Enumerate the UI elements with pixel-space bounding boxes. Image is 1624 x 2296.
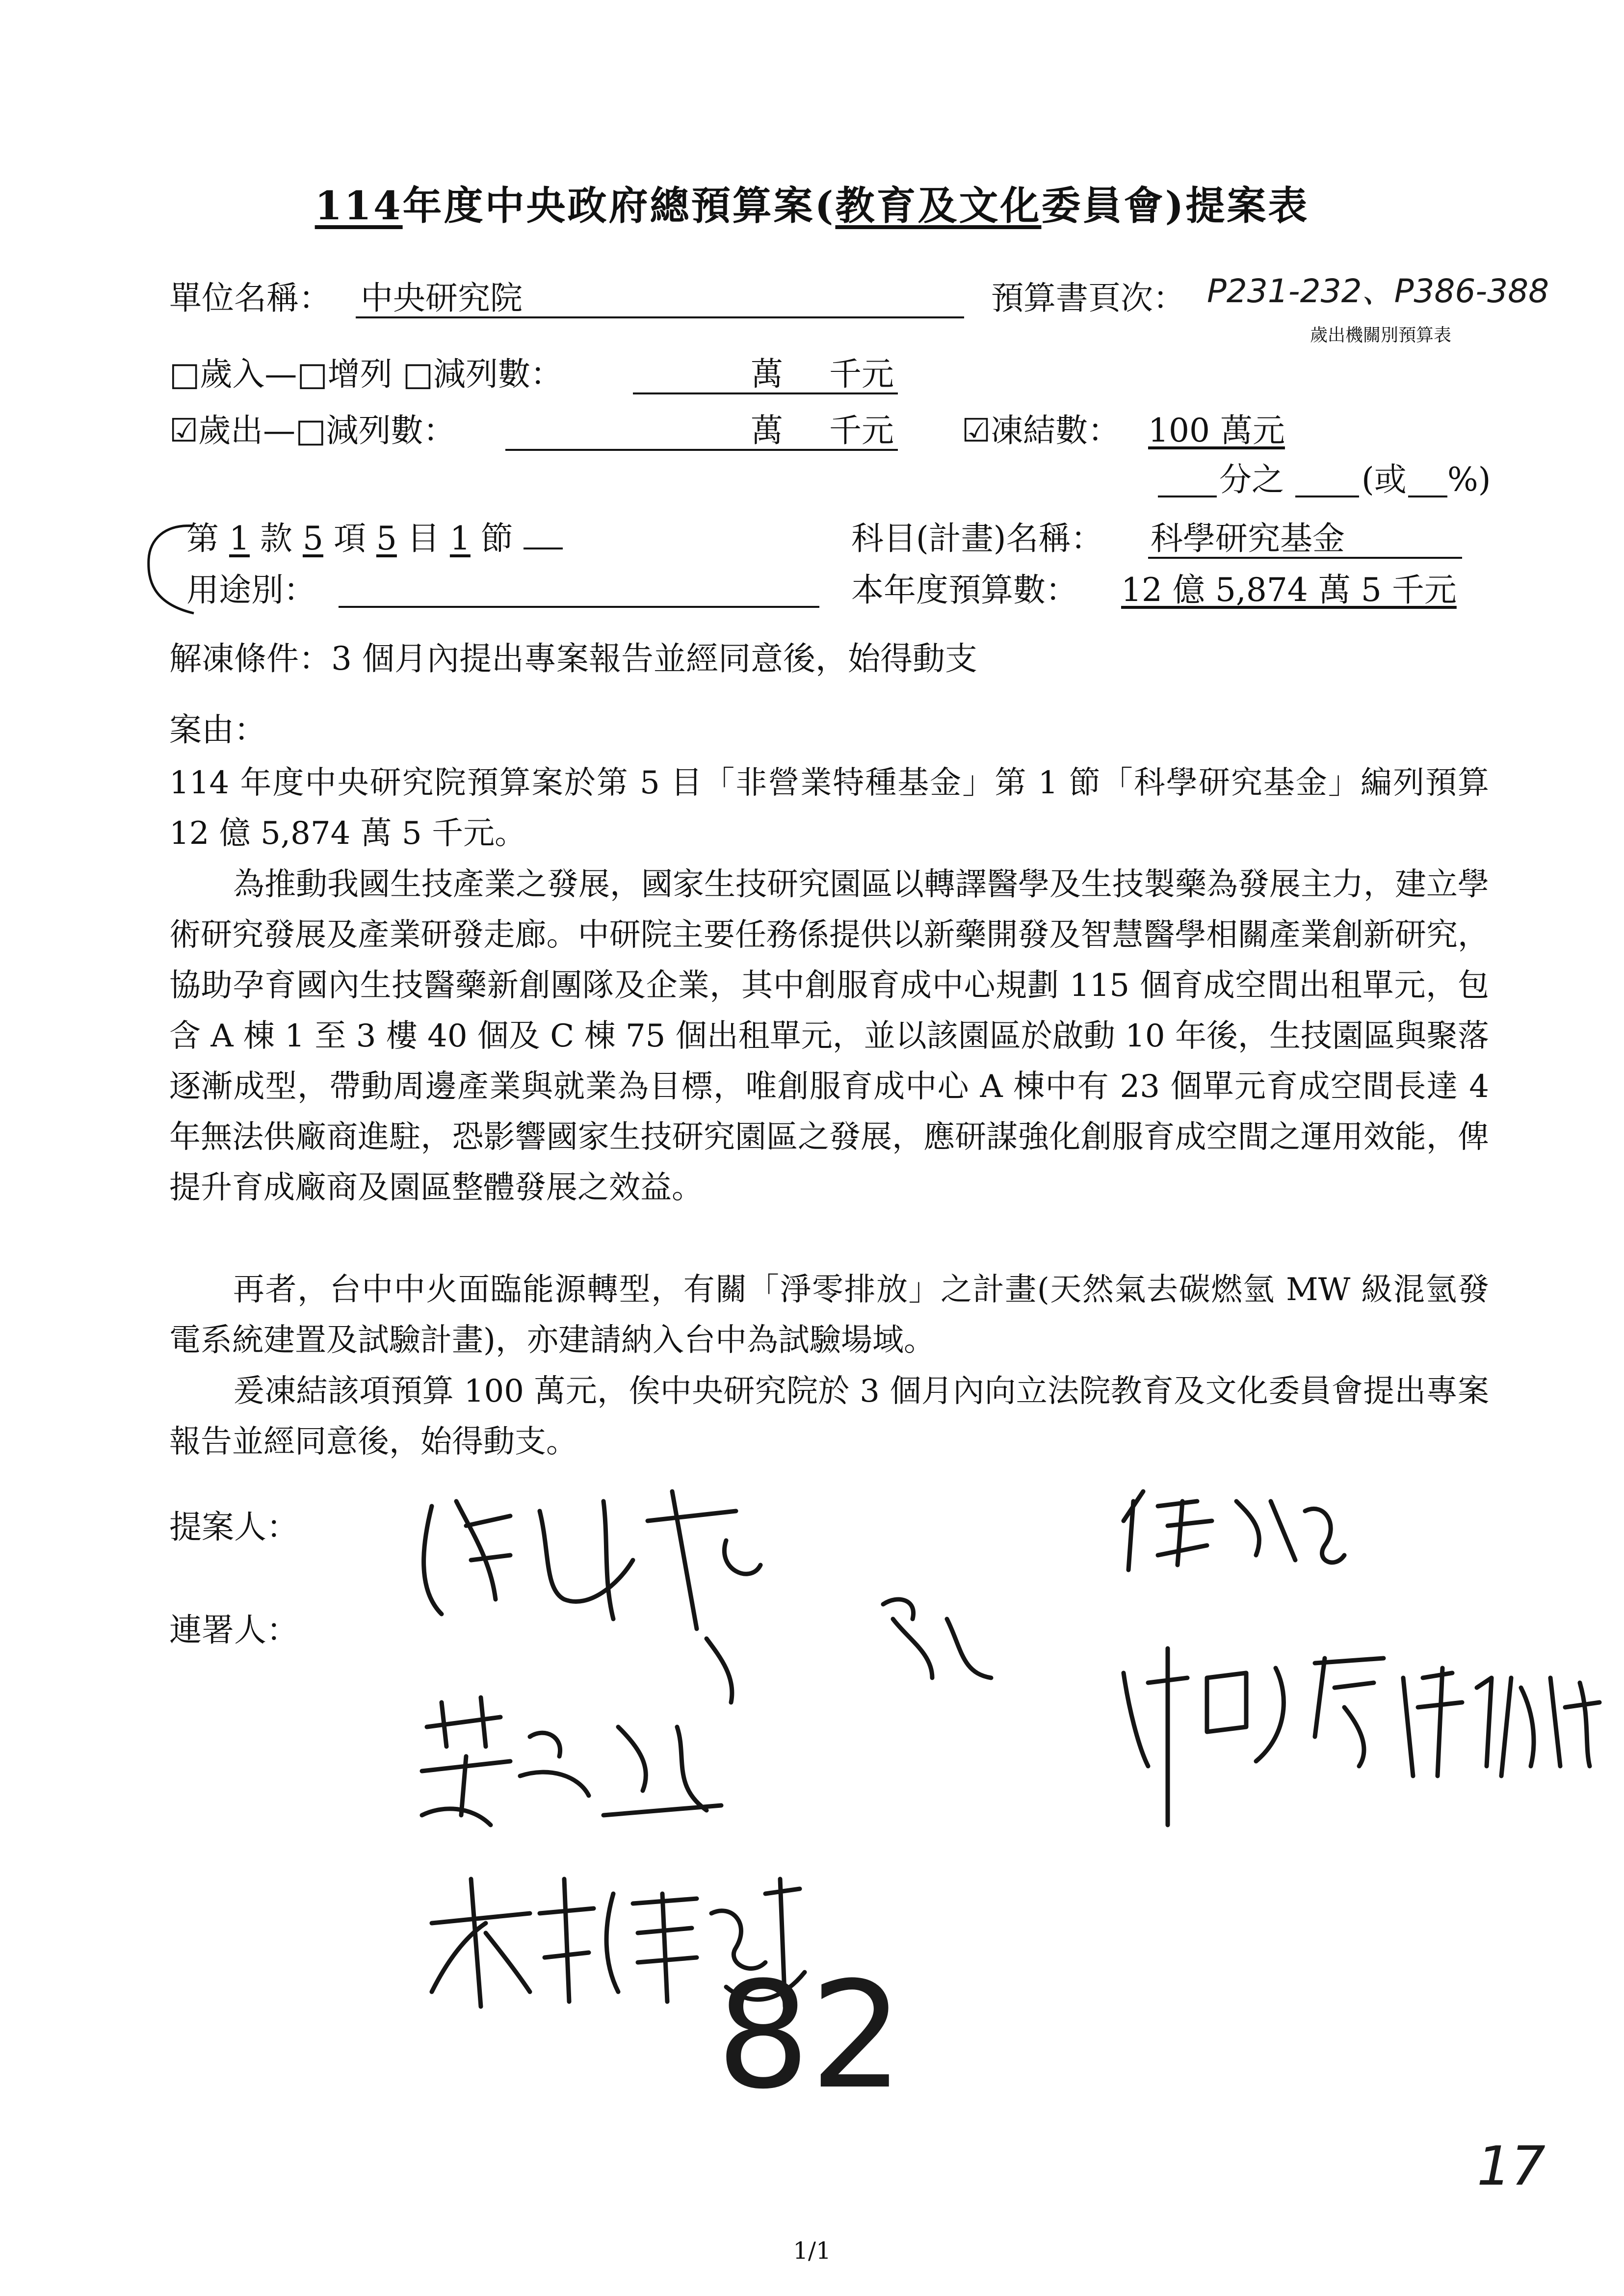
section-kuan-label: 款 <box>260 520 292 557</box>
fraction-huo: (或 <box>1362 461 1407 498</box>
fraction-blank-2 <box>1295 496 1359 497</box>
revenue-unit-wan: 萬 <box>751 355 783 393</box>
freeze-label: ☑凍結數： <box>962 412 1121 449</box>
reason-paragraph-2: 為推動我國生技產業之發展，國家生技研究園區以轉譯醫學及生技製藥為發展主力，建立學術研究發展及產業研發走廊。中研院主要任務係提供以新藥開發及智慧醫學相關產業創新研究，協助孕育國內生技醫藥新創團隊及企業，其中創服育成中心規劃 115 個育成空間出租單元，包含 A 棟 1 至 3 樓 40 個及 C 棟 75 個出租單元，並以該園區於啟動 10 年後，生技園區與聚落逐漸成型，帶動周邊產業與就業為目標，唯創服育成中心 A 棟中有 23 個單元育成空間長達 4 年無法供廠商進駐，恐影響國家生技研究園區之發展，應研謀強化創服育成空間之運用效能，俾提升育成廠商及園區整體發展之效益。 <box>169 866 1489 1206</box>
reason-paragraph-3: 再者，台中中火面臨能源轉型，有關「淨零排放」之計畫(天然氣去碳燃氫 MW 級混氫發電系統建置及試驗計畫)，亦建請納入台中為試驗場域。 <box>169 1272 1489 1358</box>
pages-note: 歲出機關別預算表 <box>1310 325 1452 345</box>
title-year: 114 <box>314 183 403 229</box>
section-blank <box>524 548 563 549</box>
subject-underline <box>1148 557 1462 559</box>
revenue-row-text: □歲入—□增列 □減列數： <box>169 355 563 393</box>
section-di: 第 <box>186 520 219 557</box>
usage-label: 用途別： <box>186 571 316 609</box>
revenue-unit-qian: 千元 <box>829 355 894 393</box>
fraction-pct: %) <box>1447 461 1491 498</box>
freeze-value: 100 萬元 <box>1148 412 1285 449</box>
title-middle: 年度中央政府總預算案( <box>402 183 836 229</box>
reason-paragraph-1: 114 年度中央研究院預算案於第 5 目「非營業特種基金」第 1 節「科學研究基金」編列預算 12 億 5,874 萬 5 千元。 <box>169 765 1489 852</box>
section-mu-number: 5 <box>376 520 397 557</box>
pages-label: 預算書頁次： <box>991 279 1185 317</box>
proposer-label: 提案人： <box>169 1508 299 1546</box>
corner-number: 17 <box>1477 2135 1545 2197</box>
section-jie-number: 1 <box>449 520 471 557</box>
reason-label: 案由： <box>169 711 266 749</box>
title-end: 委員會)提案表 <box>1041 183 1310 229</box>
unit-value: 中央研究院 <box>361 279 523 317</box>
expense-unit-qian: 千元 <box>829 412 894 449</box>
subject-label: 科目(計畫)名稱： <box>851 520 1103 557</box>
expense-row-text: ☑歲出—□減列數： <box>169 412 456 449</box>
fraction-blank-1 <box>1158 496 1217 497</box>
section-kuan-number: 1 <box>229 520 250 557</box>
subject-value: 科學研究基金 <box>1151 520 1345 557</box>
section-xiang-number: 5 <box>302 520 323 557</box>
unit-underline <box>356 316 964 318</box>
budget-value: 12 億 5,874 萬 5 千元 <box>1121 571 1457 609</box>
unfreeze-condition: 解凍條件：3 個月內提出專案報告並經同意後，始得動支 <box>169 640 977 678</box>
page-number: 1/1 <box>793 2237 831 2265</box>
pages-value: P231-232、P386-388 <box>1207 272 1549 310</box>
section-jie-label: 節 <box>480 520 513 557</box>
handwritten-number: 82 <box>716 1950 904 2121</box>
cosigner-label: 連署人： <box>169 1611 299 1649</box>
usage-underline <box>339 606 819 608</box>
expense-unit-wan: 萬 <box>751 412 783 449</box>
section-xiang-label: 項 <box>333 520 366 557</box>
fraction-blank-3 <box>1408 496 1447 497</box>
reason-paragraph-4: 爰凍結該項預算 100 萬元，俟中央研究院於 3 個月內向立法院教育及文化委員會提出專案報告並經同意後，始得動支。 <box>169 1373 1489 1460</box>
title-committee: 教育及文化 <box>835 183 1042 229</box>
section-row <box>186 522 563 555</box>
section-mu-label: 目 <box>407 520 440 557</box>
fraction-fen: 分之 <box>1219 461 1284 498</box>
form-title <box>0 174 1624 231</box>
unit-label: 單位名稱： <box>169 279 331 317</box>
budget-label: 本年度預算數： <box>851 571 1078 609</box>
